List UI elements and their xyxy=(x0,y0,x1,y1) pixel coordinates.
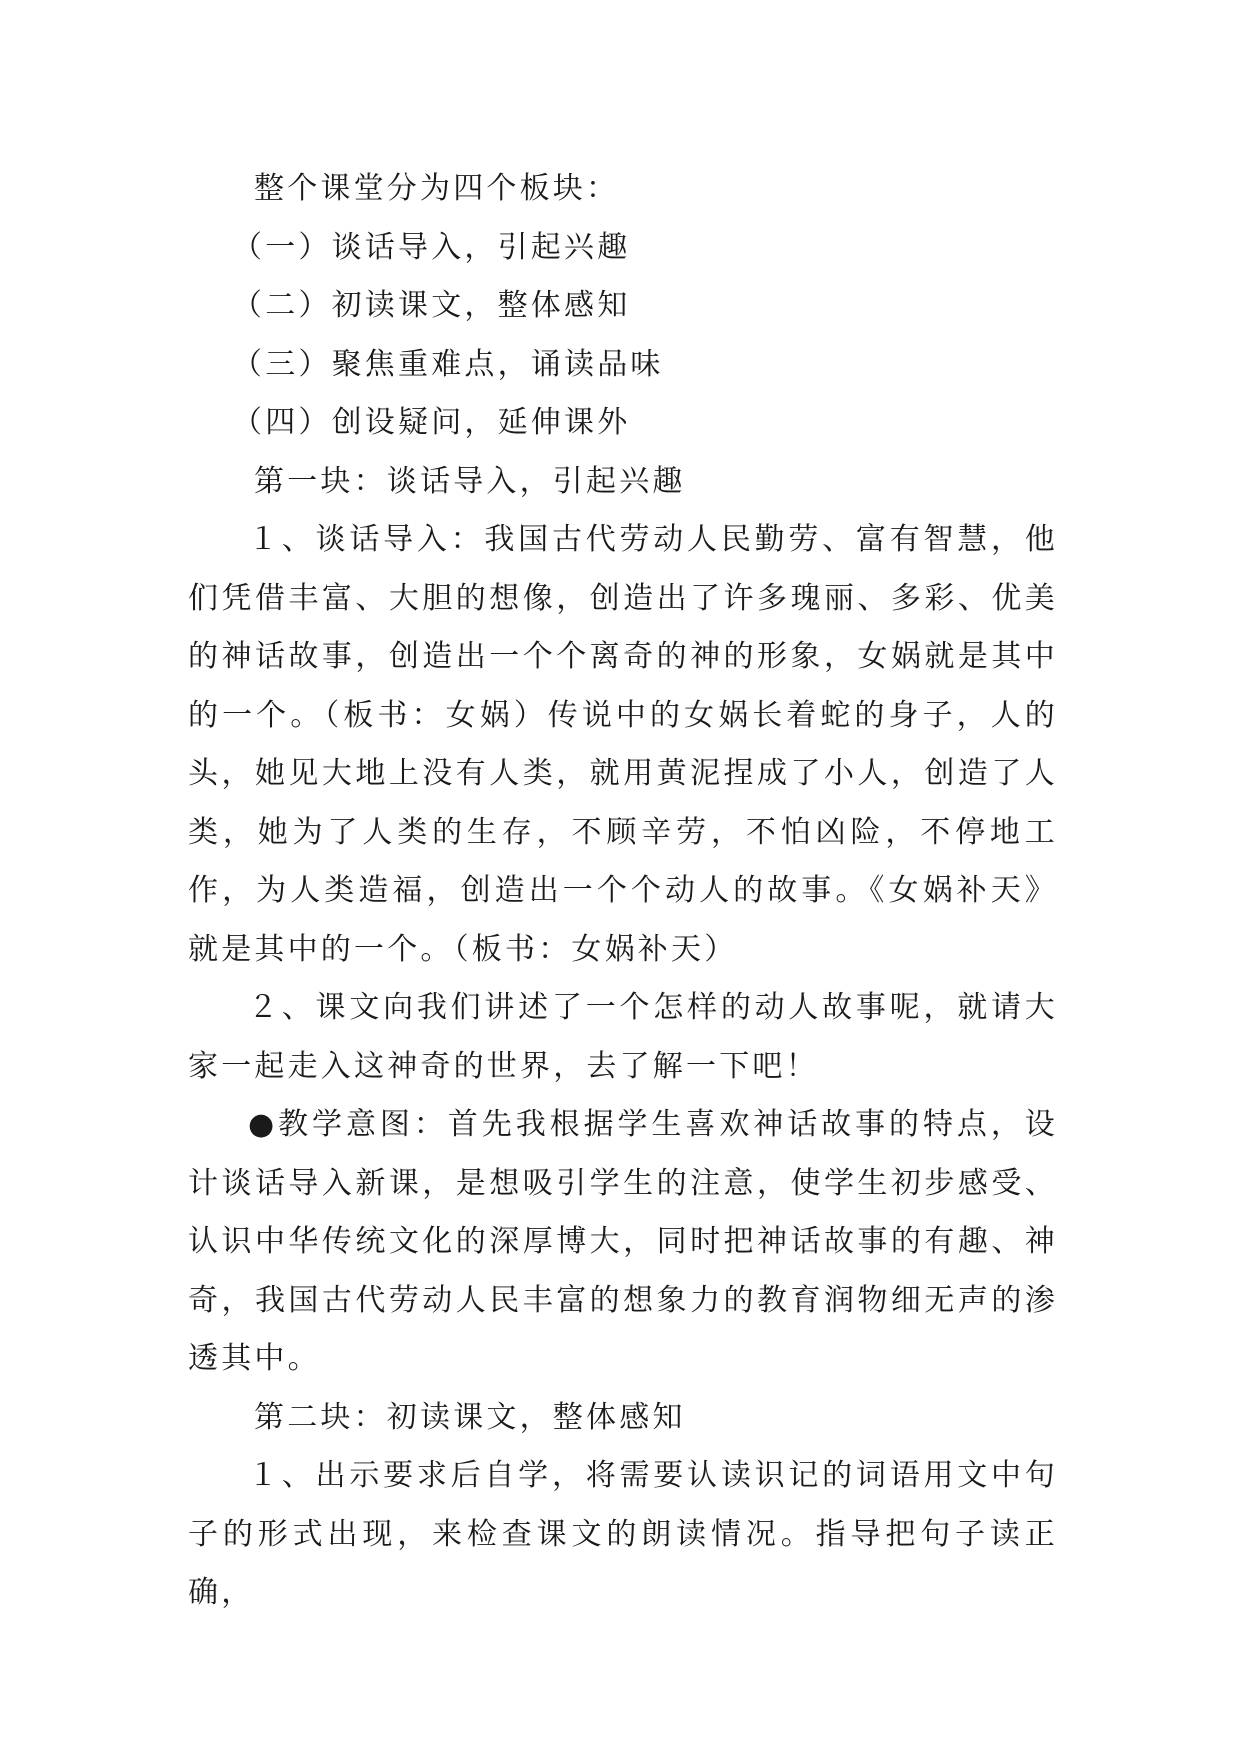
section-heading-2: 第二块：初读课文，整体感知 xyxy=(254,1399,686,1435)
section-heading-1: 第一块：谈话导入，引起兴趣 xyxy=(254,463,686,499)
body-paragraph-1: １、谈话导入：我国古代劳动人民勤劳、富有智慧，他们凭借丰富、大胆的想像，创造出了许多瑰丽、多彩、优美的神话故事，创造出一个个离奇的神的形象，女娲就是其中的一个。（板书：女娲）传说中的女娲长着蛇的身子，人的头，她见大地上没有人类，就用黄泥捏成了小人，创造了人类，她为了人类的生存，不顾辛劳，不怕凶险，不停地工作，为人类造福，创造出一个个动人的故事。《女娲补天》就是其中的一个。（板书：女娲补天） xyxy=(188,522,1058,967)
document-body xyxy=(188,160,1058,1623)
outline-item-2: （二）初读课文，整体感知 xyxy=(232,288,631,323)
outline-item-3: （三）聚焦重难点，诵读品味 xyxy=(232,346,664,382)
body-paragraph-3: １、出示要求后自学，将需要认读识记的词语用文中句子的形式出现，来检查课文的朗读情况。指导把句子读正确， xyxy=(188,1458,1058,1610)
intro-line: 整个课堂分为四个板块： xyxy=(254,171,620,206)
teaching-intent-paragraph: ●教学意图：首先我根据学生喜欢神话故事的特点，设计谈话导入新课，是想吸引学生的注意，使学生初步感受、认识中华传统文化的深厚博大，同时把神话故事的有趣、神奇，我国古代劳动人民丰富的想象力的教育润物细无声的渗透其中。 xyxy=(188,1107,1058,1376)
body-paragraph-2: ２、课文向我们讲述了一个怎样的动人故事呢，就请大家一起走入这神奇的世界，去了解一下吧！ xyxy=(188,990,1058,1084)
outline-item-4: （四）创设疑问，延伸课外 xyxy=(232,405,631,440)
outline-item-1: （一）谈话导入，引起兴趣 xyxy=(232,229,631,265)
